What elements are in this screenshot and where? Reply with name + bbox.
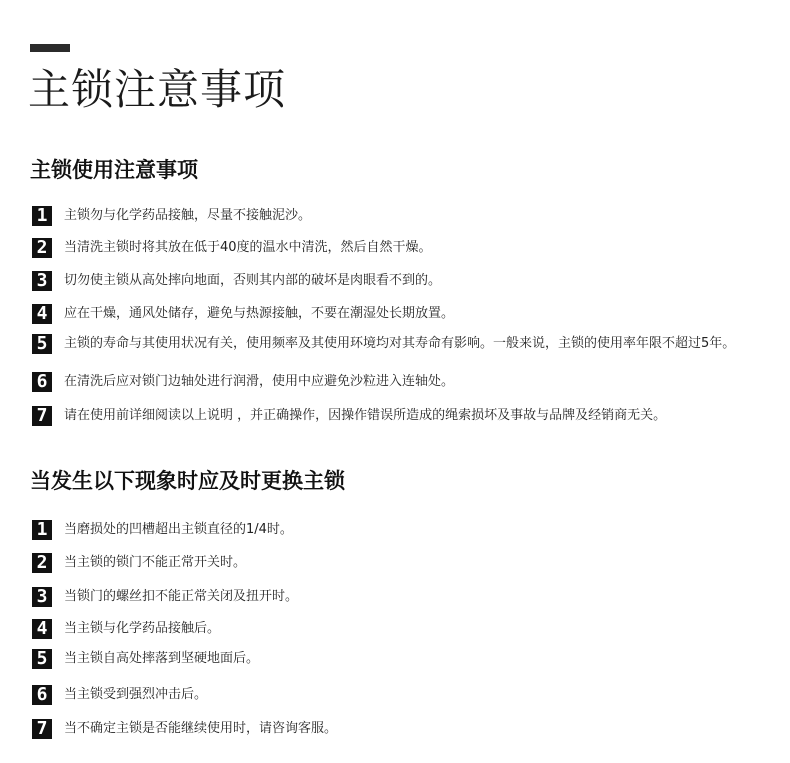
- item-text: 当磨损处的凹槽超出主锁直径的1/4时。: [64, 522, 293, 537]
- page-title: 主锁注意事项: [28, 65, 287, 114]
- item-text: 当锁门的螺丝扣不能正常关闭及扭开时。: [64, 589, 299, 604]
- item-text: 当主锁的锁门不能正常开关时。: [64, 555, 247, 570]
- item-text: 在清洗后应对锁门边轴处进行润滑，使用中应避免沙粒进入连轴处。: [64, 374, 455, 389]
- item-text: 当主锁与化学药品接触后。: [64, 621, 221, 636]
- item-text: 主锁的寿命与其使用状况有关，使用频率及其使用环境均对其寿命有影响。一般来说，主锁的使用率年限不超过5年。: [64, 336, 736, 351]
- number-badge: 6: [32, 372, 52, 392]
- item-text: 主锁勿与化学药品接触，尽量不接触泥沙。: [64, 208, 312, 223]
- section-heading-replacement: 当发生以下现象时应及时更换主锁: [30, 469, 345, 493]
- item-text: 当主锁自高处摔落到坚硬地面后。: [64, 651, 260, 666]
- number-badge: 2: [32, 238, 52, 258]
- number-badge: 4: [32, 619, 52, 639]
- item-text: 当主锁受到强烈冲击后。: [64, 687, 208, 702]
- item-text: 当不确定主锁是否能继续使用时，请咨询客服。: [64, 721, 338, 736]
- item-text: 应在干燥，通风处储存，避免与热源接触，不要在潮湿处长期放置。: [64, 306, 455, 321]
- number-badge: 3: [32, 587, 52, 607]
- number-badge: 2: [32, 553, 52, 573]
- item-text: 请在使用前详细阅读以上说明 ，并正确操作，因操作错误所造成的绳索损坏及事故与品牌及经销商无关。: [64, 408, 667, 423]
- item-text: 切勿使主锁从高处摔向地面，否则其内部的破坏是肉眼看不到的。: [64, 273, 442, 288]
- number-badge: 1: [32, 206, 52, 226]
- number-badge: 6: [32, 685, 52, 705]
- item-text: 当清洗主锁时将其放在低于40度的温水中清洗，然后自然干燥。: [64, 240, 432, 255]
- number-badge: 3: [32, 271, 52, 291]
- number-badge: 1: [32, 520, 52, 540]
- number-badge: 5: [32, 649, 52, 669]
- number-badge: 7: [32, 406, 52, 426]
- number-badge: 7: [32, 719, 52, 739]
- title-accent-bar: [30, 44, 70, 52]
- section-heading-usage: 主锁使用注意事项: [30, 158, 198, 182]
- number-badge: 4: [32, 304, 52, 324]
- number-badge: 5: [32, 334, 52, 354]
